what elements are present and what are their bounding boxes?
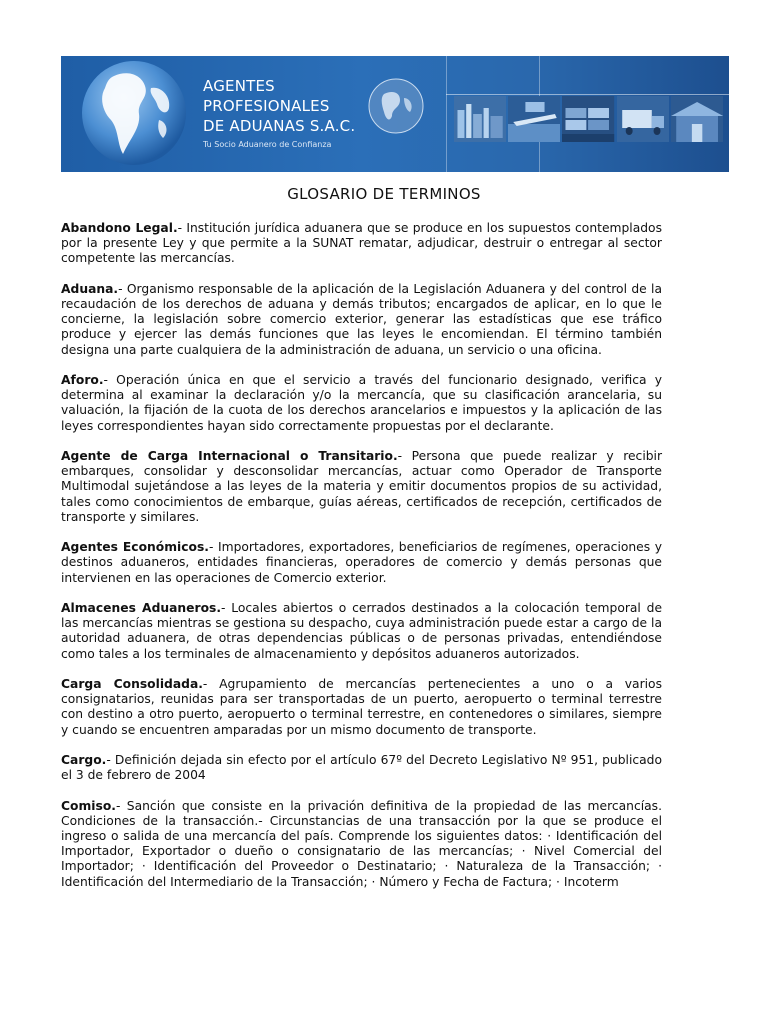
- glossary-entry: [61, 449, 662, 525]
- glossary-term: Almacenes Aduaneros.: [61, 601, 222, 615]
- warehouse-photo-icon: [671, 96, 723, 142]
- glossary-term: Aduana.: [61, 281, 119, 296]
- glossary-definition: - Operación única en que el servicio a través del funcionario designado, verifica y determina al examinar la declaración y/o la mercancía, que su clasificación arancelaria, su valuación, la fijación de la cuota de los derechos arancelarios e impuestos y la aplicación de las leyes correspondientes hayan sido correctamente propuestas por el declarante.: [61, 373, 662, 433]
- banner-rule: [446, 94, 729, 95]
- company-name-line-3: DE ADUANAS S.A.C.: [203, 117, 356, 135]
- glossary-definition: - Importadores, exportadores, beneficiarios de regímenes, operaciones y destinos aduaneros, entidades financieras, operadores de comercio y demás personas que intervienen en las operaciones de Comercio exterior.: [61, 540, 662, 585]
- banner-divider: [446, 56, 447, 172]
- glossary-entry: [61, 677, 662, 738]
- glossary-definition: - Persona que puede realizar y recibir embarques, consolidar y desconsolidar mercancías, actuar como Operador de Transporte Multimodal sujetándose a las leyes de la materia y emitir documentos propios de su actividad, tales como conocimientos de embarque, guías aéreas, certificados de recepción, certificados de transporte y similares.: [61, 449, 663, 524]
- glossary-term: Comiso.: [61, 798, 116, 813]
- glossary-definition: - Agrupamiento de mercancías pertenecientes a uno o a varios consignatarios, reunidas para ser transportadas de un puerto, aeropuerto o terminal terrestre con destino a otro puerto, aeropuerto o terminal terrestre, en contenedores o similares, siempre y cuando se encuentren amparadas por un mismo documento de transporte.: [61, 677, 662, 737]
- company-name-line-1: AGENTES: [203, 77, 275, 95]
- globe-seal-icon: [366, 76, 426, 136]
- company-name-line-2: PROFESIONALES: [203, 97, 330, 115]
- glossary-entry: [61, 753, 662, 783]
- port-photo-icon: [454, 96, 506, 142]
- glossary-definition: - Locales abiertos o cerrados destinados a la colocación temporal de las mercancías mientras se gestiona su despacho, cuya administración puede estar a cargo de la autoridad aduanera, de otras dependencias públicas o de personas privadas, entendiéndose como tales a los terminales de almacenamiento y depósitos aduaneros autorizados.: [61, 601, 663, 661]
- airport-photo-icon: [508, 96, 560, 142]
- truck-photo-icon: [617, 96, 669, 142]
- glossary-entry: [61, 540, 662, 586]
- glossary-list: [61, 221, 662, 905]
- glossary-entry: [61, 373, 662, 434]
- header-banner: [61, 56, 729, 172]
- page-title: GLOSARIO DE TERMINOS: [287, 185, 481, 203]
- container-photo-icon: [562, 96, 614, 142]
- glossary-term: Carga Consolidada.: [61, 677, 203, 691]
- glossary-term: Cargo.: [61, 753, 107, 767]
- glossary-term: Agente de Carga Internacional o Transitario.: [61, 449, 398, 463]
- glossary-definition: - Definición dejada sin efecto por el artículo 67º del Decreto Legislativo Nº 951, publicado el 3 de febrero de 2004: [61, 753, 662, 783]
- glossary-term: Abandono Legal.: [61, 221, 178, 235]
- glossary-term: Aforo.: [61, 373, 104, 387]
- company-tagline: Tu Socio Aduanero de Confianza: [203, 140, 332, 149]
- glossary-term: Agentes Económicos.: [61, 540, 209, 555]
- glossary-entry: [61, 221, 662, 267]
- glossary-definition: - Institución jurídica aduanera que se produce en los supuestos contemplados por la presente Ley y que permite a la SUNAT rematar, adjudicar, destruir o entregar al sector competente las mercancías.: [61, 221, 662, 266]
- glossary-entry: [61, 282, 662, 358]
- company-name: [203, 76, 355, 136]
- glossary-definition: - Sanción que consiste en la privación definitiva de la propiedad de las mercancías. Condiciones de la transacción.- Circunstancias de una transacción por la que se produce el ingreso o salida de una mercancía del país. Comprende los siguientes datos: · Identificación del Importador, Exportador o dueño o consignatario de las mercancías; · Nivel Comercial del Importador; · Identificación del Proveedor o Destinatario; · Naturaleza de la Transacción; · Identificación del Intermediario de la Transacción; · Número y Fecha de Factura; · Incoterm: [61, 798, 662, 889]
- globe-logo-icon: [79, 58, 189, 168]
- photo-strip: [454, 96, 723, 142]
- glossary-entry: [61, 799, 662, 890]
- glossary-entry: [61, 601, 662, 662]
- glossary-definition: - Organismo responsable de la aplicación de la Legislación Aduanera y del control de la recaudación de los derechos de aduana y demás tributos; encargados de aplicar, en lo que le concierne, la legislación sobre comercio exterior, generar las estadísticas que ese tráfico produce y ejercer las demás funciones que las leyes le encomiendan. El término también designa una parte cualquiera de la administración de aduana, un servicio o una oficina.: [61, 281, 662, 357]
